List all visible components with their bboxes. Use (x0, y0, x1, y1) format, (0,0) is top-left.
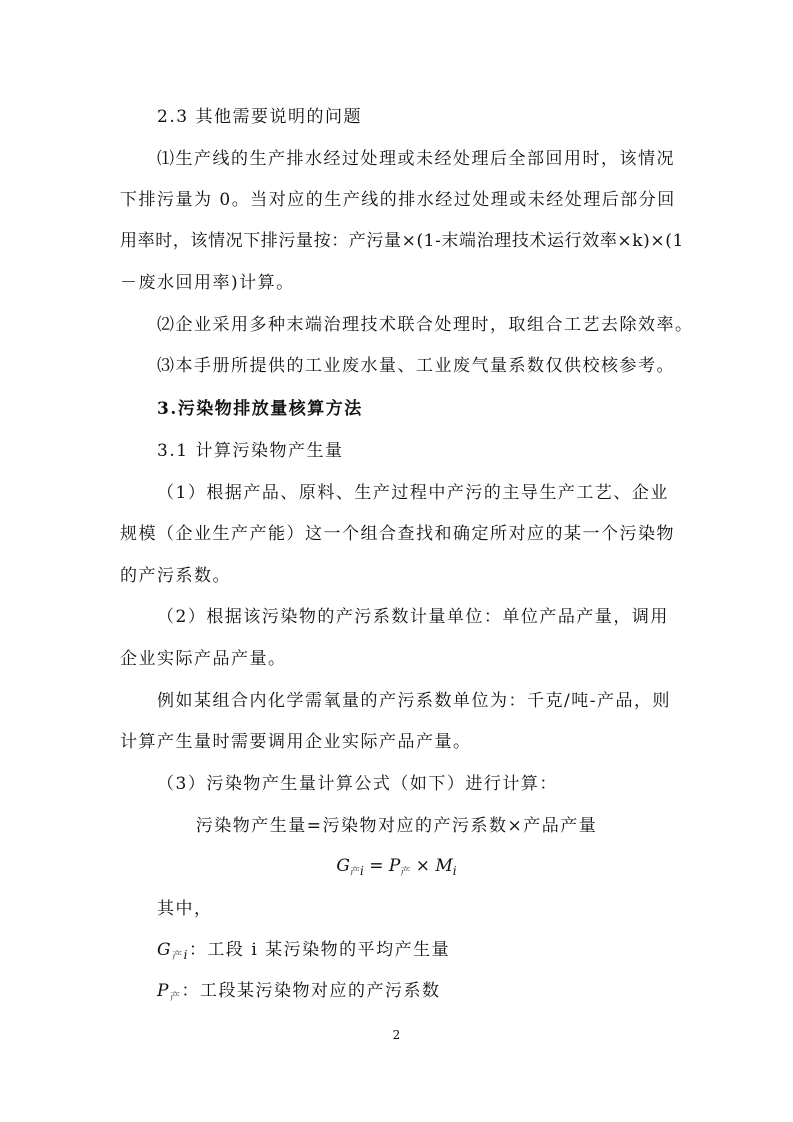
definition-g (157, 939, 450, 964)
section-heading-2-3: 2.3 其他需要说明的问题 (157, 107, 362, 127)
def-sub-chan: 产 (172, 951, 184, 962)
definition-p (157, 980, 440, 1005)
def-sub-chan: 产 (169, 992, 182, 1003)
formula-g: G (336, 856, 350, 876)
section-heading-3: 3.污染物排放量核算方法 (157, 399, 363, 419)
formula-text: 污染物产生量=污染物对应的产污系数×产品产量 (195, 816, 598, 836)
def-sub-i: i (183, 948, 189, 962)
paragraph-line: 规模（企业生产产能）这一个组合查找和确定所对应的某一个污染物 (120, 524, 675, 544)
formula-sub-i: i (452, 864, 457, 878)
where-label: 其中， (157, 899, 213, 919)
formula-times: × (410, 856, 436, 876)
paragraph-line: （3）污染物产生量计算公式（如下）进行计算： (157, 774, 558, 794)
page-number: 2 (392, 1028, 401, 1042)
paragraph-line: （1）根据产品、原料、生产过程中产污的主导生产工艺、企业 (157, 483, 669, 503)
paragraph-line: 下排污量为 0。当对应的生产线的排水经过处理或未经处理后部分回 (120, 190, 676, 210)
paragraph-line: 用率时，该情况下排污量按：产污量×(1-末端治理技术运行效率×k)×(1 (120, 231, 684, 251)
def-symbol-p: P (157, 981, 170, 1001)
paragraph-line: 企业实际产品产量。 (120, 649, 287, 669)
paragraph-line: 的产污系数。 (120, 566, 231, 586)
def1-text: ：工段 i 某污染物的平均产生量 (188, 940, 451, 960)
paragraph-line: （2）根据该污染物的产污系数计量单位：单位产品产量，调用 (157, 607, 669, 627)
paragraph-line: ⑵企业采用多种末端治理技术联合处理时，取组合工艺去除效率。 (157, 315, 694, 335)
paragraph-line: 计算产生量时需要调用企业实际产品产量。 (120, 732, 472, 752)
formula-sub-chan: 产 (400, 867, 411, 878)
paragraph-line: ⑴生产线的生产排水经过处理或未经处理后全部回用时，该情况 (157, 149, 675, 169)
formula-sub-i: i (359, 864, 364, 878)
def2-text: ：工段某污染物对应的产污系数 (181, 981, 441, 1001)
formula-equation (0, 855, 793, 880)
formula-eq: = (363, 856, 389, 876)
paragraph-line: 例如某组合内化学需氧量的产污系数单位为：千克/吨-产品，则 (157, 691, 671, 711)
formula-p: P (388, 856, 401, 876)
section-heading-3-1: 3.1 计算污染物产生量 (157, 441, 344, 461)
formula-sub-chan: 产 (349, 867, 360, 878)
formula-m: M (435, 856, 453, 876)
paragraph-line: ⑶本手册所提供的工业废水量、工业废气量系数仅供校核参考。 (157, 356, 675, 376)
def-symbol-g: G (157, 940, 173, 960)
paragraph-line: －废水回用率)计算。 (120, 273, 295, 293)
